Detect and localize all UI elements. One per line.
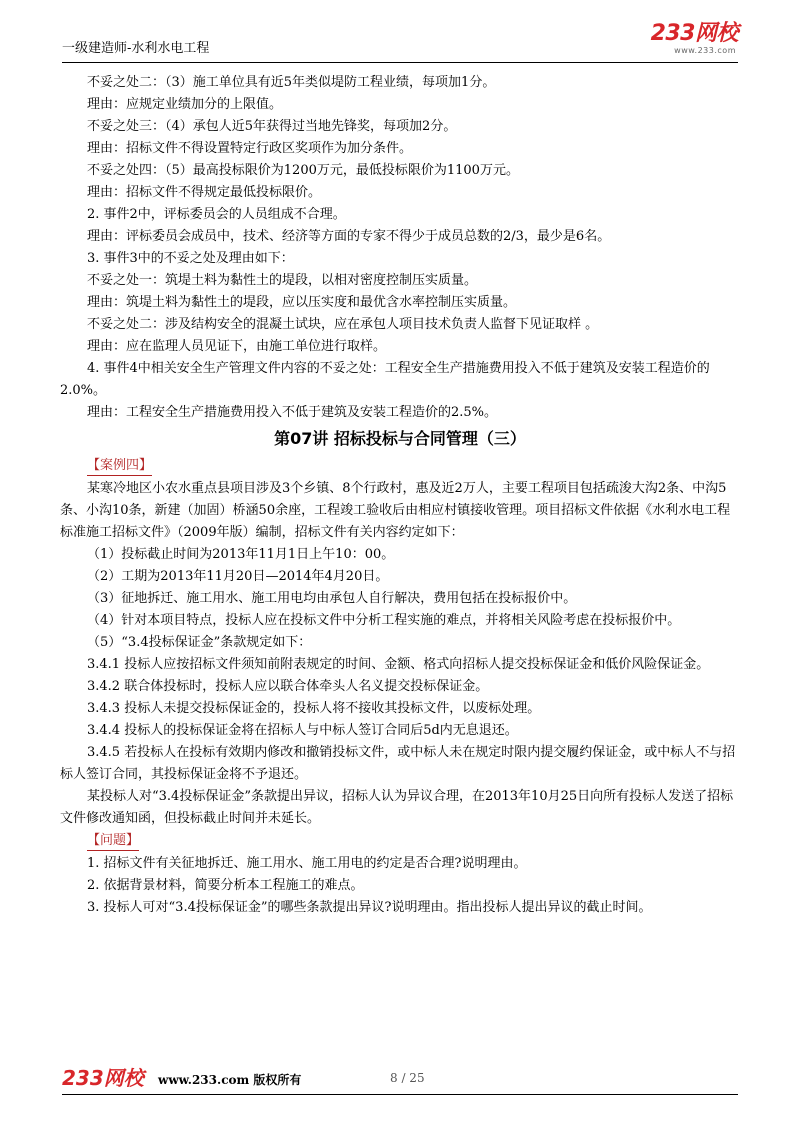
clause-item: 3.4.1 投标人应按招标文件须知前附表规定的时间、金额、格式向招标人提交投标保证金和低价风险保证金。	[87, 657, 710, 672]
text-line: 不妥之处二：（3）施工单位具有近5年类似堤防工程业绩，每项加1分。	[87, 75, 496, 90]
page-footer	[62, 1066, 738, 1095]
clause-item: 3.4.5 若投标人在投标有效期内修改和撤销投标文件，或中标人未在规定时限内提交履约保证金，或中标人不与招标人签订合同，其投标保证金将不予退还。	[60, 745, 736, 782]
question-item: 1. 招标文件有关征地拆迁、施工用水、施工用电的约定是否合理?说明理由。	[87, 856, 527, 871]
page-number: 8 / 25	[390, 1071, 425, 1085]
text-line: 不妥之处四：（5）最高投标限价为1200万元，最低投标限价为1100万元。	[87, 163, 519, 178]
text-line: 3. 事件3中的不妥之处及理由如下：	[87, 251, 294, 266]
text-line: 4. 事件4中相关安全生产管理文件内容的不妥之处：工程安全生产措施费用投入不低于建筑及安装工程造价的2.0%。	[60, 361, 710, 398]
case-item: （1）投标截止时间为2013年11月1日上午10：00。	[87, 547, 395, 562]
document-body	[60, 72, 740, 919]
text-line: 不妥之处三：（4）承包人近5年获得过当地先锋奖，每项加2分。	[87, 119, 457, 134]
text-line: 不妥之处二：涉及结构安全的混凝土试块，应在承包人项目技术负责人监督下见证取样 。	[87, 317, 599, 332]
text-line: 理由：应在监理人员见证下，由施工单位进行取样。	[87, 339, 387, 354]
page-header	[62, 22, 738, 63]
case-item: （3）征地拆迁、施工用水、施工用电均由承包人自行解决，费用包括在投标报价中。	[87, 591, 577, 606]
text-line: 理由：筑堤土料为黏性土的堤段，应以压实度和最优含水率控制压实质量。	[87, 295, 517, 310]
brand-logo[interactable]: 233网校	[650, 21, 738, 46]
text-line: 理由：招标文件不得设置特定行政区奖项作为加分条件。	[87, 141, 413, 156]
clause-item: 3.4.4 投标人的投标保证金将在招标人与中标人签订合同后5d内无息退还。	[87, 723, 518, 738]
text-line: 理由：工程安全生产措施费用投入不低于建筑及安装工程造价的2.5%。	[87, 405, 498, 420]
question-item: 3. 投标人可对“3.4投标保证金”的哪些条款提出异议?说明理由。指出投标人提出异议的截止时间。	[87, 900, 652, 915]
case-tag: 【案例四】	[87, 457, 152, 476]
case-item: （5）“3.4投标保证金”条款规定如下：	[87, 635, 312, 650]
lecture-title: 第07讲 招标投标与合同管理（三）	[274, 429, 526, 448]
objection-paragraph: 某投标人对“3.4投标保证金”条款提出异议，招标人认为异议合理，在2013年10月25日向所有投标人发送了招标文件修改通知函，但投标截止时间并未延长。	[60, 789, 734, 826]
header-title: 一级建造师-水利水电工程	[62, 41, 210, 56]
text-line: 不妥之处一：筑堤土料为黏性土的堤段，以相对密度控制压实质量。	[87, 273, 478, 288]
text-line: 理由：应规定业绩加分的上限值。	[87, 97, 283, 112]
question-tag: 【问题】	[87, 832, 139, 851]
text-line: 2. 事件2中，评标委员会的人员组成不合理。	[87, 207, 346, 222]
footer-logo[interactable]: 233网校	[62, 1066, 144, 1090]
text-line: 理由：评标委员会成员中，技术、经济等方面的专家不得少于成员总数的2/3，最少是6名。	[87, 229, 611, 244]
clause-item: 3.4.3 投标人未提交投标保证金的，投标人将不接收其投标文件，以废标处理。	[87, 701, 541, 716]
case-intro: 某寒冷地区小农水重点县项目涉及3个乡镇、8个行政村，惠及近2万人，主要工程项目包括疏浚大沟2条、中沟5条、小沟10条，新建（加固）桥涵50余座，工程竣工验收后由相应村镇接收管理。项目招标文件依据《水利水电工程标准施工招标文件》（2009年版）编制，招标文件有关内容约定如下：	[60, 481, 731, 540]
clause-item: 3.4.2 联合体投标时，投标人应以联合体牵头人名义提交投标保证金。	[87, 679, 489, 694]
case-item: （4）针对本项目特点，投标人应在投标文件中分析工程实施的难点，并将相关风险考虑在投标报价中。	[87, 613, 681, 628]
case-item: （2）工期为2013年11月20日—2014年4月20日。	[87, 569, 389, 584]
brand-logo-url: www.233.com	[674, 46, 736, 55]
question-item: 2. 依据背景材料，简要分析本工程施工的难点。	[87, 878, 364, 893]
footer-copyright: www.233.com 版权所有	[158, 1073, 302, 1087]
text-line: 理由：招标文件不得规定最低投标限价。	[87, 185, 322, 200]
